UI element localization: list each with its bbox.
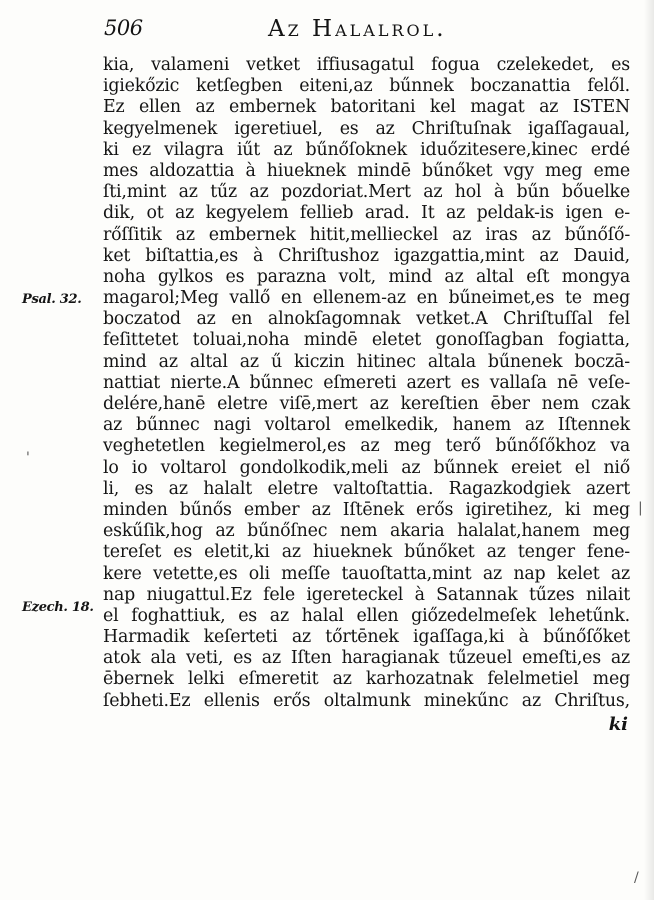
text-line: eskűſik,hog az bűnőſnec nem akaria halalat,hanem meg <box>103 521 630 542</box>
catchword: ki <box>608 713 628 735</box>
body-text <box>103 55 630 734</box>
text-line: el foghattiuk, es az halal ellen giőzedelmeſek lehetűnk. <box>103 605 630 626</box>
text-line: nap niugattul.Ez fele igereteckel à Satannak tűzes nilait <box>103 584 630 605</box>
margin-note-psalm: Psal. 32. <box>22 292 82 307</box>
text-line: Ez ellen az embernek batoritani kel magat az ISTEN <box>103 97 630 118</box>
text-line: boczatod az en alnokſagomnak vetket.A Chriſtuſſal fel <box>103 309 630 330</box>
page-number: 506 <box>104 16 143 40</box>
text-line: delére,hanē eletre viſē,mert az kereſtien ēber nem czak <box>103 394 630 414</box>
text-line: rőſſitik az embernek hitit,mellieckel az iras az bűnőſő- <box>103 224 630 245</box>
text-line: veghetetlen kegielmerol,es az meg terő bűnőſőkhoz va <box>103 436 630 457</box>
text-line: ſti,mint az tűz az pozdoriat.Mert az hol à bűn bőuelke <box>103 182 630 203</box>
text-line: igiekőzic ketſegben eiteni,az bűnnek boczanattia felől. <box>103 76 630 97</box>
text-line: minden bűnős ember az Iſtēnek erős igiretihez, ki meg <box>103 499 630 520</box>
text-line: ſebheti.Ez ellenis erős oltalmunk minekűnc az Chriſtus, <box>103 690 630 711</box>
text-line: li, es az halalt eletre valtoſtattia. Ragazkodgiek azert <box>103 478 630 499</box>
margin-note-ezekiel: Ezech. 18. <box>22 600 94 615</box>
text-line: ki ez vilagra iűt az bűnőſoknek iduőzitesere,kinec erdé <box>103 139 630 160</box>
text-line: Harmadik keſerteti az tőrtēnek igaſſaga,ki à bűnőſőket <box>103 627 630 648</box>
text-line: feſittetet toluai,noha mindē eletet gonoſſagban fogiatta, <box>103 330 630 351</box>
catchword-row <box>103 712 630 734</box>
text-line: lo io voltarol gondolkodik,meli az bűnnek ereiet el niő <box>103 457 630 478</box>
text-line: tereſet es eletit,ki az hiueknek bűnőket az tenger fene- <box>103 542 630 563</box>
text-line: ket biſtattia,es à Chriſtushoz igazgattia,mint az Dauid, <box>103 245 630 266</box>
stray-ink-mark: | <box>638 500 643 516</box>
text-line: dik, ot az kegyelem fellieb arad. It az peldak-is igen e- <box>103 203 630 224</box>
text-line: nattiat nierte.A bűnnec eſmereti azert es vallaſa nē veſe- <box>103 372 630 393</box>
text-line: mind az altal az ű kiczin hitinec altala bűnenek boczā- <box>103 351 630 372</box>
text-line: noha gylkos es parazna volt, mind az altal eſt mongya <box>103 266 630 287</box>
text-line: mes aldozattia à hiueknek mindē bűnőket vgy meg eme <box>103 160 630 181</box>
text-line: kia, valameni vetket iffiusagatul fogua czelekedet, es <box>103 55 630 75</box>
page-edge-shadow <box>644 0 654 900</box>
text-line: kere vetette,es oli meſſe tauoſtatta,mint az nap kelet az <box>103 563 630 584</box>
stray-ink-mark: / <box>634 870 639 886</box>
stray-ink-mark: ' <box>26 450 30 466</box>
text-line: ēbernek lelki eſmeretit az karhozatnak felelmetiel meg <box>103 669 630 690</box>
text-line: az bűnnec nagi voltarol emelkedik, hanem az Iſtennek <box>103 415 630 436</box>
running-head: Az Halalrol. <box>268 16 447 42</box>
text-line: magarol;Meg vallő en ellenem-az en bűneimet,es te meg <box>103 288 630 309</box>
page-header <box>100 12 640 46</box>
text-line: atok ala veti, es az Iſten haragianak tűzeuel emeſti,es az <box>103 648 630 669</box>
text-line: kegyelmenek igeretiuel, es az Chriſtuſnak igaſſagaual, <box>103 118 630 139</box>
